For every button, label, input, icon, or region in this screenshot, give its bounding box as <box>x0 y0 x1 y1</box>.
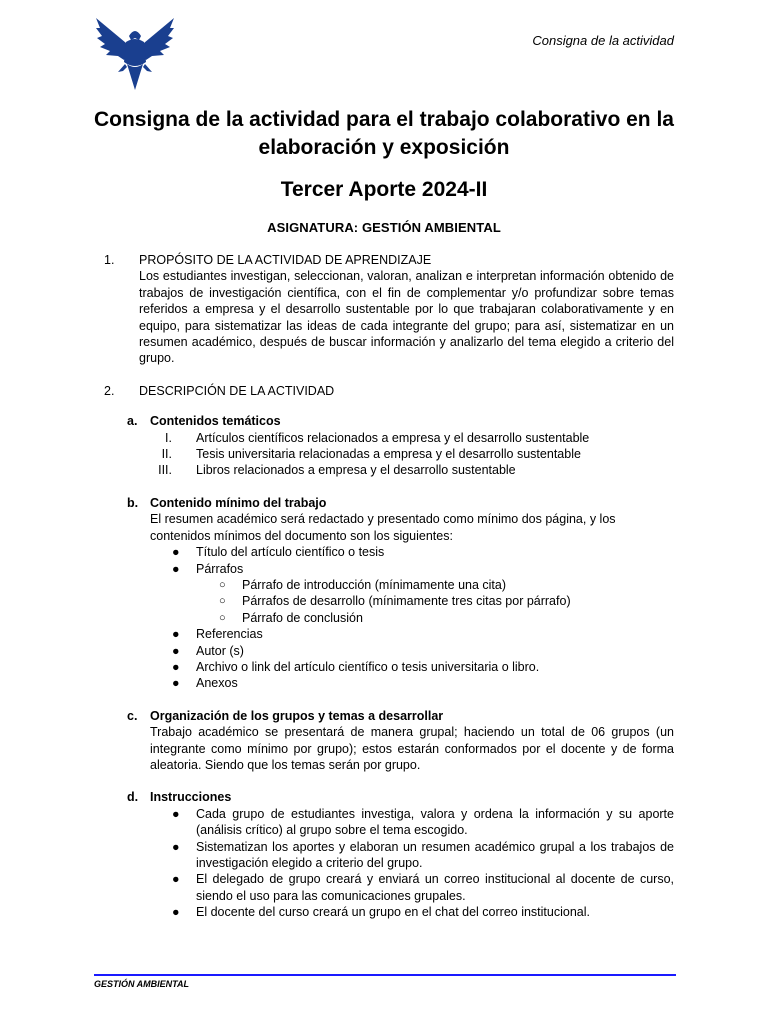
subsection-paragraph: El resumen académico será redactado y presentado como mínimo dos página, y los contenidos mínimos del documento son los siguientes: <box>150 512 616 543</box>
list-item-text: Anexos <box>196 676 238 691</box>
bullet-icon: ● <box>172 676 180 691</box>
header-title: Consigna de la actividad <box>532 33 674 48</box>
list-item-text: Párrafos de desarrollo (mínimamente tres citas por párrafo) <box>242 594 571 609</box>
subsection-topics <box>104 413 674 479</box>
circle-bullet-icon: ○ <box>219 578 226 591</box>
list-item-text: Párrafo de introducción (mínimamente una cita) <box>242 577 507 592</box>
subsection-title: Instrucciones <box>150 790 232 805</box>
content-list <box>150 544 674 692</box>
bullet-icon: ● <box>172 643 180 658</box>
subsection-letter: b. <box>127 495 139 510</box>
list-item <box>150 806 674 839</box>
list-item <box>150 446 674 462</box>
bullet-icon: ● <box>172 659 180 674</box>
subsection-minimum-content <box>104 495 674 692</box>
list-item <box>150 544 674 560</box>
footer-divider <box>94 974 676 976</box>
section-description <box>104 383 674 399</box>
paragraph-sublist <box>196 577 674 626</box>
subsection-letter: a. <box>127 414 138 429</box>
document-body <box>104 252 674 921</box>
document-title: Consigna de la actividad para el trabajo colaborativo en la elaboración y exposición <box>93 108 674 159</box>
section-title: DESCRIPCIÓN DE LA ACTIVIDAD <box>139 383 335 398</box>
section-title: PROPÓSITO DE LA ACTIVIDAD DE APRENDIZAJE <box>139 253 432 267</box>
eagle-logo-icon <box>94 14 176 92</box>
bullet-icon: ● <box>172 627 180 642</box>
circle-bullet-icon: ○ <box>219 611 226 624</box>
list-item-text: Autor (s) <box>196 643 244 658</box>
list-item <box>150 561 674 627</box>
bullet-icon: ● <box>172 872 180 887</box>
list-item <box>196 610 674 626</box>
subsection-groups <box>104 708 674 774</box>
subject-label: ASIGNATURA: GESTIÓN AMBIENTAL <box>267 220 501 235</box>
list-item-text: Archivo o link del artículo científico o tesis universitaria o libro. <box>196 659 540 674</box>
list-item <box>150 626 674 642</box>
bullet-icon: ● <box>172 806 180 821</box>
bullet-icon: ● <box>172 561 180 576</box>
list-item <box>150 462 674 478</box>
bullet-icon: ● <box>172 905 180 920</box>
list-item <box>150 659 674 675</box>
list-item <box>150 675 674 691</box>
section-purpose <box>104 252 674 367</box>
list-item-text: El delegado de grupo creará y enviará un correo institucional al docente de curso, siendo el uso para las comunicaciones grupales. <box>196 872 674 903</box>
list-number: I. <box>165 430 172 445</box>
document-subtitle: Tercer Aporte 2024-II <box>280 178 488 201</box>
section-paragraph: Los estudiantes investigan, seleccionan, valoran, analizan e interpretan información obtenido de trabajos de investigación científica, con el fin de complementar y/o profundizar sobre temas referidos a empresa y el desarrollo sustentable por lo que trabajaran colaborativamente y en equipo, para sistematizar las ideas de cada integrante del grupo; para así, sistematizar en un resumen académico, después de buscar información y analizarlo del tema elegido a criterio del grupo. <box>139 269 674 366</box>
subsection-letter: d. <box>127 790 139 805</box>
subsection-instructions <box>104 789 674 920</box>
list-item <box>150 430 674 446</box>
list-item-text: Tesis universitaria relacionadas a empresa y el desarrollo sustentable <box>196 447 581 462</box>
list-item-text: Sistematizan los aportes y elaboran un resumen académico grupal a los trabajos de investigación elegido a criterio del grupo. <box>196 839 674 870</box>
subsection-title: Contenidos temáticos <box>150 414 281 429</box>
list-item-text: Referencias <box>196 627 263 642</box>
bullet-icon: ● <box>172 839 180 854</box>
instructions-list <box>150 806 674 921</box>
bullet-icon: ● <box>172 545 180 560</box>
list-number: III. <box>158 463 172 478</box>
topics-list <box>150 430 674 479</box>
subsection-paragraph: Trabajo académico se presentará de manera grupal; haciendo un total de 06 grupos (un integrante como mínimo por grupo); estos estarán conformados por el docente y de forma aleatoria. Siendo que los temas serán por grupo. <box>150 725 674 772</box>
list-item <box>150 904 674 920</box>
list-item-text: El docente del curso creará un grupo en el chat del correo institucional. <box>196 905 590 920</box>
footer-label: GESTIÓN AMBIENTAL <box>94 979 189 989</box>
list-item-text: Párrafo de conclusión <box>242 610 363 625</box>
list-item-text: Cada grupo de estudiantes investiga, valora y ordena la información y su aporte (análisis crítico) al grupo sobre el tema escogido. <box>196 806 674 838</box>
list-item <box>150 643 674 659</box>
list-item-text: Título del artículo científico o tesis <box>196 545 385 560</box>
list-item <box>196 593 674 609</box>
list-item-text: Artículos científicos relacionados a empresa y el desarrollo sustentable <box>196 430 590 445</box>
list-item-text: Párrafos <box>196 561 244 576</box>
list-item <box>150 839 674 872</box>
list-item-text: Libros relacionados a empresa y el desarrollo sustentable <box>196 463 516 478</box>
section-number: 1. <box>104 253 115 267</box>
list-item <box>196 577 674 593</box>
list-item <box>150 871 674 904</box>
list-number: II. <box>161 447 172 462</box>
subsection-letter: c. <box>127 708 138 723</box>
subsection-title: Contenido mínimo del trabajo <box>150 495 327 510</box>
circle-bullet-icon: ○ <box>219 595 226 608</box>
section-number: 2. <box>104 383 115 398</box>
subsection-title: Organización de los grupos y temas a desarrollar <box>150 708 444 723</box>
